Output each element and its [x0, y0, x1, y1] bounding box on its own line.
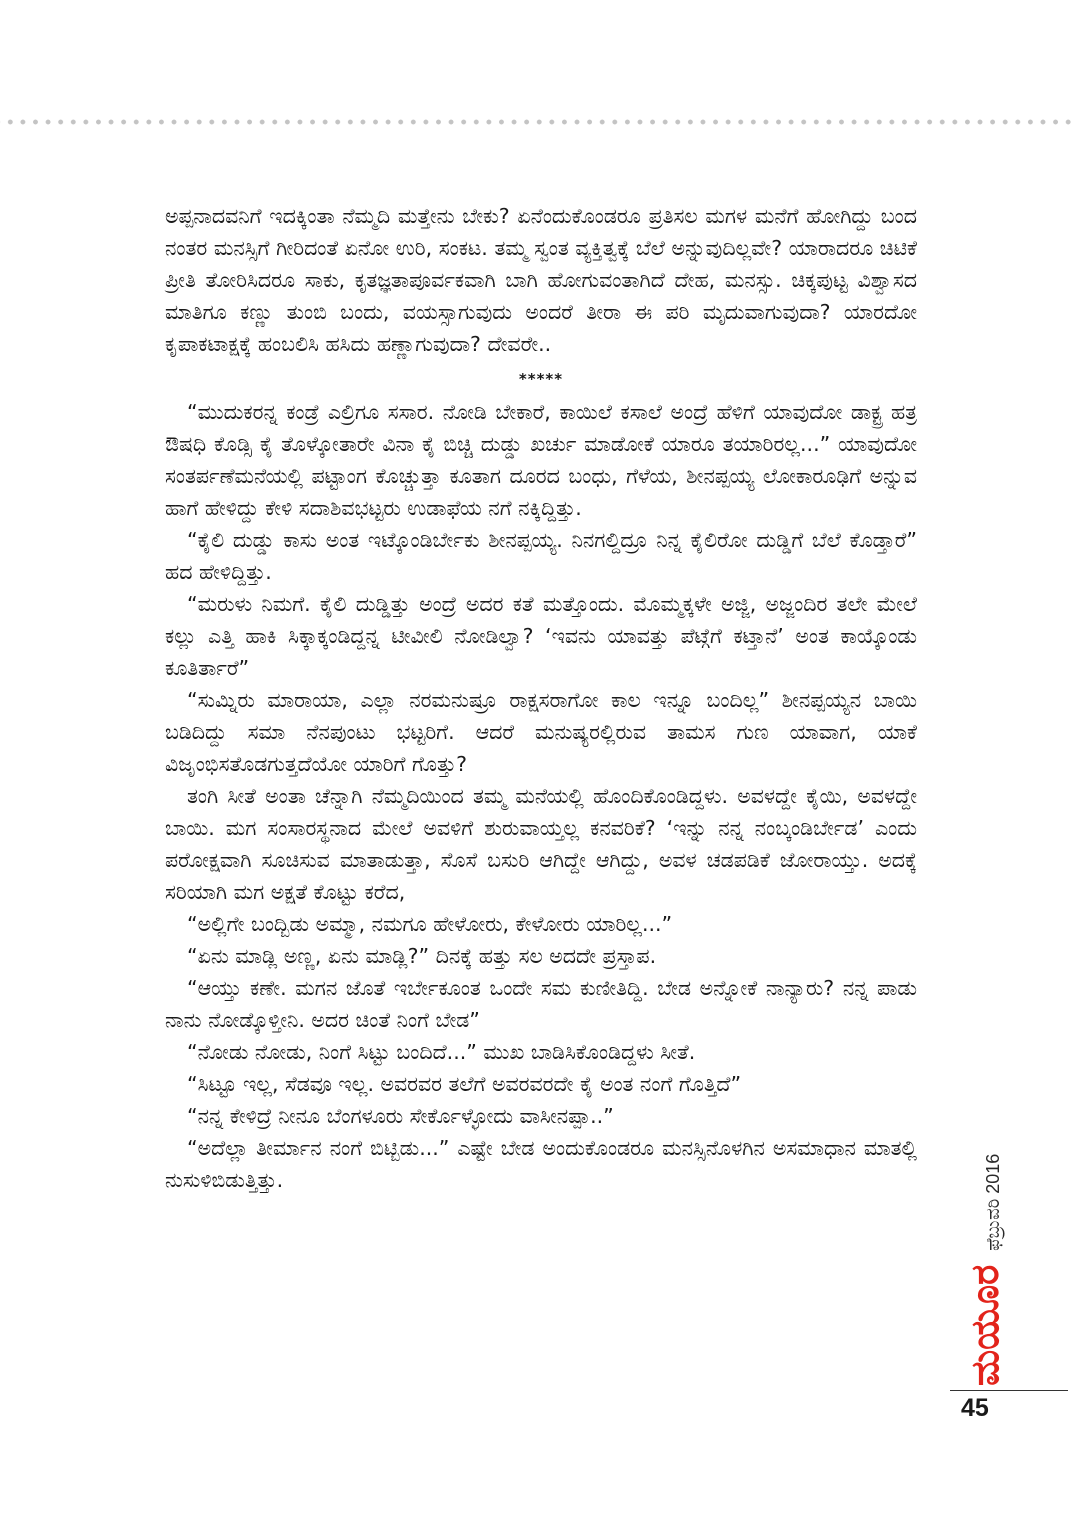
magazine-logo: ಮಯೂರ — [963, 1264, 1007, 1386]
sidebar-rotated — [955, 1106, 1015, 1386]
paragraph-dialogue-3: “ಮರುಳು ನಿಮಗೆ. ಕೈಲಿ ದುಡ್ಡಿತ್ತು ಅಂದ್ರೆ ಅದರ ಕತೆ ಮತ್ತೊಂದು. ಮೊಮ್ಮಕ್ಕಳೇ ಅಜ್ಜಿ, ಅಜ್ಜಂದಿರ ತಲೇ ಮೇಲೆ ಕಲ್ಲು ಎತ್ತಿ ಹಾಕಿ ಸಿಕ್ಕಾಕ್ಕಂಡಿದ್ದನ್ನ ಟೀವೀಲಿ ನೋಡಿಲ್ವಾ? ‘ಇವನು ಯಾವತ್ತು ಪೆಟ್ಗೆಗೆ ಕಟ್ತಾನೆ’ ಅಂತ ಕಾಯ್ಕೊಂಡು ಕೂತಿರ್ತಾರೆ” — [165, 592, 917, 680]
paragraph-dialogue-9: “ಸಿಟ್ಟೂ ಇಲ್ಲ, ಸೆಡವೂ ಇಲ್ಲ. ಅವರವರ ತಲೆಗೆ ಅವರವರದೇ ಕೈ ಅಂತ ನಂಗೆ ಗೊತ್ತಿದೆ” — [187, 1072, 742, 1096]
paragraph-narrative-sita: ತಂಗಿ ಸೀತೆ ಅಂತಾ ಚೆನ್ನಾಗಿ ನೆಮ್ಮದಿಯಿಂದ ತಮ್ಮ ಮನೆಯಲ್ಲಿ ಹೊಂದಿಕೊಂಡಿದ್ದಳು. ಅವಳದ್ದೇ ಕೈಯಿ, ಅವಳದ್ದೇ ಬಾಯಿ. ಮಗ ಸಂಸಾರಸ್ಥನಾದ ಮೇಲೆ ಅವಳಿಗೆ ಶುರುವಾಯ್ತಲ್ಲ ಕನವರಿಕೆ? ‘ಇನ್ನು ನನ್ನ ನಂಬ್ಕಂಡಿರ್ಬೇಡ’ ಎಂದು ಪರೋಕ್ಷವಾಗಿ ಸೂಚಿಸುವ ಮಾತಾಡುತ್ತಾ, ಸೊಸೆ ಬಸುರಿ ಆಗಿದ್ದೇ ಆಗಿದ್ದು, ಅವಳ ಚಡಪಡಿಕೆ ಜೋರಾಯ್ತು. ಅದಕ್ಕೆ ಸರಿಯಾಗಿ ಮಗ ಅಕ್ಷತೆ ಕೊಟ್ಟು ಕರೆದ, — [165, 784, 917, 904]
paragraph-dialogue-10: “ನನ್ನ ಕೇಳಿದ್ರೆ ನೀನೂ ಬೆಂಗಳೂರು ಸೇರ್ಕೊಳ್ಳೋದು ವಾಸೀನಪ್ಪಾ..” — [187, 1104, 614, 1128]
paragraph-dialogue-5: “ಅಲ್ಲಿಗೇ ಬಂದ್ಬಿಡು ಅಮ್ಮಾ, ನಮಗೂ ಹೇಳೋರು, ಕೇಳೋರು ಯಾರಿಲ್ಲ...” — [187, 912, 673, 936]
sidebar-masthead — [955, 1106, 1015, 1386]
paragraph-intro: ಅಪ್ಪನಾದವನಿಗೆ ಇದಕ್ಕಿಂತಾ ನೆಮ್ಮದಿ ಮತ್ತೇನು ಬೇಕು? ಏನೆಂದುಕೊಂಡರೂ ಪ್ರತಿಸಲ ಮಗಳ ಮನೆಗೆ ಹೋಗಿದ್ದು ಬಂದ ನಂತರ ಮನಸ್ಸಿಗೆ ಗೀರಿದಂತೆ ಏನೋ ಉರಿ, ಸಂಕಟ. ತಮ್ಮ ಸ್ವಂತ ವ್ಯಕ್ತಿತ್ವಕ್ಕೆ ಬೆಲೆ ಅನ್ನುವುದಿಲ್ಲವೇ? ಯಾರಾದರೂ ಚಿಟಿಕೆ ಪ್ರೀತಿ ತೋರಿಸಿದರೂ ಸಾಕು, ಕೃತಜ್ಞತಾಪೂರ್ವಕವಾಗಿ ಬಾಗಿ ಹೋಗುವಂತಾಗಿದೆ ದೇಹ, ಮನಸ್ಸು. ಚಿಕ್ಕಪುಟ್ಟ ವಿಶ್ವಾಸದ ಮಾತಿಗೂ ಕಣ್ಣು ತುಂಬಿ ಬಂದು, ವಯಸ್ಸಾಗುವುದು ಅಂದರೆ ತೀರಾ ಈ ಪರಿ ಮೃದುವಾಗುವುದಾ? ಯಾರದೋ ಕೃಪಾಕಟಾಕ್ಷಕ್ಕೆ ಹಂಬಲಿಸಿ ಹಸಿದು ಹಣ್ಣಾಗುವುದಾ? ದೇವರೇ.. — [165, 204, 917, 356]
page-number-rule — [950, 1390, 1068, 1391]
issue-date: ಫೆಬ್ರುವರಿ 2016 — [982, 1153, 1003, 1251]
article-body — [165, 200, 917, 1196]
paragraph-dialogue-6: “ಏನು ಮಾಡ್ಲಿ ಅಣ್ಣ, ಏನು ಮಾಡ್ಲಿ?” ದಿನಕ್ಕೆ ಹತ್ತು ಸಲ ಅದದೇ ಪ್ರಸ್ತಾಪ. — [187, 944, 657, 968]
paragraph-dialogue-4: “ಸುಮ್ನಿರು ಮಾರಾಯಾ, ಎಲ್ಲಾ ನರಮನುಷ್ರೂ ರಾಕ್ಷಸರಾಗೋ ಕಾಲ ಇನ್ನೂ ಬಂದಿಲ್ಲ” ಶೀನಪ್ಪಯ್ಯನ ಬಾಯಿ ಬಡಿದಿದ್ದು ಸಮಾ ನೆನಪುಂಟು ಭಟ್ಟರಿಗೆ. ಆದರೆ ಮನುಷ್ಯರಲ್ಲಿರುವ ತಾಮಸ ಗುಣ ಯಾವಾಗ, ಯಾಕೆ ವಿಜೃಂಭಿಸತೊಡಗುತ್ತದೆಯೋ ಯಾರಿಗೆ ಗೊತ್ತು? — [165, 688, 917, 776]
paragraph-dialogue-7: “ಆಯ್ತು ಕಣೇ. ಮಗನ ಜೊತೆ ಇರ್ಬೇಕೂಂತ ಒಂದೇ ಸಮ ಕುಣೀತಿದ್ದಿ. ಬೇಡ ಅನ್ನೋಕೆ ನಾನ್ಯಾರು? ನನ್ನ ಪಾಡು ನಾನು ನೋಡ್ಕೊಳ್ತೀನಿ. ಅದರ ಚಿಂತೆ ನಿಂಗೆ ಬೇಡ” — [165, 976, 917, 1032]
paragraph-dialogue-8: “ನೋಡು ನೋಡು, ನಿಂಗೆ ಸಿಟ್ಟು ಬಂದಿದೆ...” ಮುಖ ಬಾಡಿಸಿಕೊಂಡಿದ್ದಳು ಸೀತೆ. — [187, 1040, 696, 1064]
section-separator: ***** — [518, 370, 564, 388]
paragraph-closing: “ಅದೆಲ್ಲಾ ತೀರ್ಮಾನ ನಂಗೆ ಬಿಟ್ಬಿಡು...” ಎಷ್ಟೇ ಬೇಡ ಅಂದುಕೊಂಡರೂ ಮನಸ್ಸಿನೊಳಗಿನ ಅಸಮಾಧಾನ ಮಾತಲ್ಲಿ ನುಸುಳಿಬಿಡುತ್ತಿತ್ತು. — [165, 1136, 917, 1192]
paragraph-dialogue-2: “ಕೈಲಿ ದುಡ್ಡು ಕಾಸು ಅಂತ ಇಟ್ಕೊಂಡಿರ್ಬೇಕು ಶೀನಪ್ಪಯ್ಯ. ನಿನಗಲ್ದಿದ್ರೂ ನಿನ್ನ ಕೈಲಿರೋ ದುಡ್ಡಿಗೆ ಬೆಲೆ ಕೊಡ್ತಾರೆ” ಹದ ಹೇಳಿದ್ದಿತ್ತು. — [165, 528, 917, 584]
page-number: 45 — [961, 1394, 989, 1422]
dotted-header-rule — [0, 118, 1072, 126]
paragraph-dialogue-1: “ಮುದುಕರನ್ನ ಕಂಡ್ರೆ ಎಲ್ರಿಗೂ ಸಸಾರ. ನೋಡಿ ಬೇಕಾರೆ, ಕಾಯಿಲೆ ಕಸಾಲೆ ಅಂದ್ರೆ ಹೆಳಿಗೆ ಯಾವುದೋ ಡಾಕ್ಟ್ರ ಹತ್ರ ಔಷಧಿ ಕೊಡ್ಸಿ ಕೈ ತೊಳ್ಕೋತಾರೇ ವಿನಾ ಕೈ ಬಿಚ್ಚಿ ದುಡ್ಡು ಖರ್ಚು ಮಾಡೋಕೆ ಯಾರೂ ತಯಾರಿರಲ್ಲ...” ಯಾವುದೋ ಸಂತರ್ಪಣೆಮನೆಯಲ್ಲಿ ಪಟ್ಟಾಂಗ ಕೊಚ್ಚುತ್ತಾ ಕೂತಾಗ ದೂರದ ಬಂಧು, ಗೆಳೆಯ, ಶೀನಪ್ಪಯ್ಯ ಲೋಕಾರೂಢಿಗೆ ಅನ್ನುವ ಹಾಗೆ ಹೇಳಿದ್ದು ಕೇಳಿ ಸದಾಶಿವಭಟ್ಟರು ಉಡಾಫೆಯ ನಗೆ ನಕ್ಕಿದ್ದಿತ್ತು. — [165, 400, 917, 520]
